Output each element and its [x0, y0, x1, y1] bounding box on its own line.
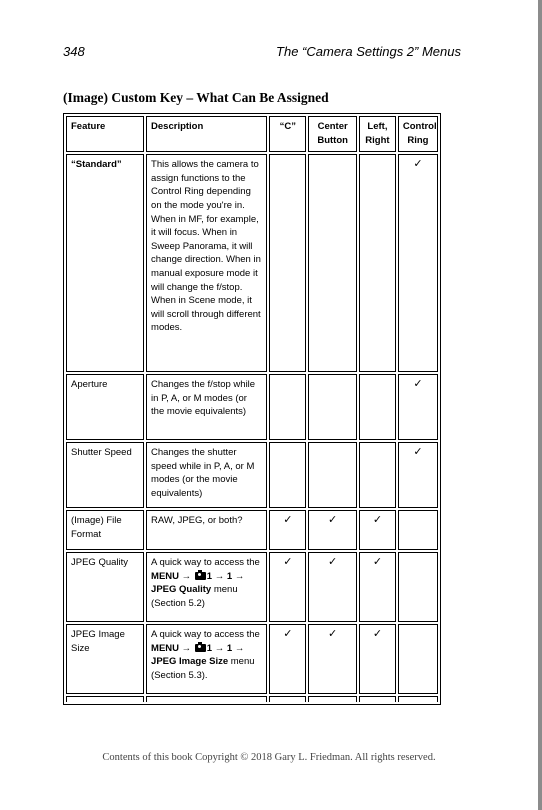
check-cell — [359, 154, 396, 372]
check-cell — [308, 442, 357, 508]
feature-cell: JPEG Image Size — [66, 624, 144, 694]
tab-number: 1 — [206, 642, 213, 654]
description-cell — [146, 552, 267, 622]
check-cell — [359, 442, 396, 508]
column-header: Left, Right — [359, 116, 396, 152]
description-text: menu (Section 5.2) — [151, 584, 238, 609]
check-cell — [269, 154, 306, 372]
section-title: (Image) Custom Key – What Can Be Assigned — [63, 90, 329, 105]
feature-cell: Aperture — [66, 374, 144, 440]
description-cell: This allows the camera to assign functions to the Control Ring depending on the mode you're in. When in MF, for example, it will focus. When in Sweep Panorama, it will change direction. When in manual exposure mode it will change the f/stop. When in Scene mode, it will scroll through different modes. — [146, 154, 267, 372]
feature-cell: “Standard” — [66, 154, 144, 372]
check-cell — [398, 510, 438, 550]
page-number: 348 — [63, 44, 85, 59]
check-cell: ✓ — [269, 624, 306, 694]
assignment-table — [63, 113, 441, 705]
table-row — [66, 374, 438, 440]
check-cell: ✓ — [308, 510, 357, 550]
arrow-icon: → — [234, 642, 245, 654]
description-text: A quick way to access the — [151, 557, 260, 569]
menu-label: MENU — [151, 642, 180, 654]
page-edge — [538, 0, 542, 810]
camera-icon — [195, 644, 206, 652]
check-cell: ✓ — [398, 154, 438, 372]
check-cell — [308, 374, 357, 440]
empty-cell — [269, 696, 306, 702]
arrow-icon: → — [234, 570, 245, 582]
running-title: The “Camera Settings 2” Menus — [276, 44, 461, 59]
check-cell: ✓ — [269, 510, 306, 550]
description-cell: RAW, JPEG, or both? — [146, 510, 267, 550]
empty-cell — [146, 696, 267, 702]
table-row — [66, 442, 438, 508]
check-cell — [398, 552, 438, 622]
empty-cell — [359, 696, 396, 702]
check-cell: ✓ — [308, 624, 357, 694]
check-cell — [269, 442, 306, 508]
description-text: A quick way to access the — [151, 629, 260, 641]
subpage-number: 1 — [226, 642, 233, 654]
empty-cell — [308, 696, 357, 702]
check-cell: ✓ — [359, 552, 396, 622]
table-row — [66, 624, 438, 694]
check-cell: ✓ — [359, 624, 396, 694]
check-cell — [398, 624, 438, 694]
column-header: “C” — [269, 116, 306, 152]
menu-item-name: JPEG Quality — [151, 584, 212, 596]
feature-cell: Shutter Speed — [66, 442, 144, 508]
check-cell: ✓ — [269, 552, 306, 622]
table-row — [66, 154, 438, 372]
description-cell — [146, 624, 267, 694]
check-cell: ✓ — [398, 442, 438, 508]
column-header: Control Ring — [398, 116, 438, 152]
feature-cell: JPEG Quality — [66, 552, 144, 622]
check-cell: ✓ — [308, 552, 357, 622]
table-header-row — [66, 116, 438, 152]
table-row — [66, 552, 438, 622]
check-cell: ✓ — [359, 510, 396, 550]
empty-cell — [398, 696, 438, 702]
menu-label: MENU — [151, 570, 180, 582]
table-row-continuation — [66, 696, 438, 702]
arrow-icon: → — [181, 570, 192, 582]
check-cell — [359, 374, 396, 440]
copyright-footer: Contents of this book Copyright © 2018 Gary L. Friedman. All rights reserved. — [102, 752, 436, 763]
menu-item-name: JPEG Image Size — [151, 656, 229, 668]
arrow-icon: → — [214, 642, 225, 654]
empty-cell — [66, 696, 144, 702]
feature-cell: (Image) File Format — [66, 510, 144, 550]
tab-number: 1 — [206, 570, 213, 582]
column-header: Description — [146, 116, 267, 152]
column-header: Feature — [66, 116, 144, 152]
check-cell — [269, 374, 306, 440]
table-body — [66, 154, 438, 702]
description-cell: Changes the shutter speed while in P, A, or M modes (or the movie equivalents) — [146, 442, 267, 508]
arrow-icon: → — [214, 570, 225, 582]
description-text: menu (Section 5.3). — [151, 656, 255, 681]
subpage-number: 1 — [226, 570, 233, 582]
table-row — [66, 510, 438, 550]
arrow-icon: → — [181, 642, 192, 654]
check-cell — [308, 154, 357, 372]
check-cell: ✓ — [398, 374, 438, 440]
camera-icon — [195, 572, 206, 580]
description-cell: Changes the f/stop while in P, A, or M modes (or the movie equivalents) — [146, 374, 267, 440]
column-header: Center Button — [308, 116, 357, 152]
